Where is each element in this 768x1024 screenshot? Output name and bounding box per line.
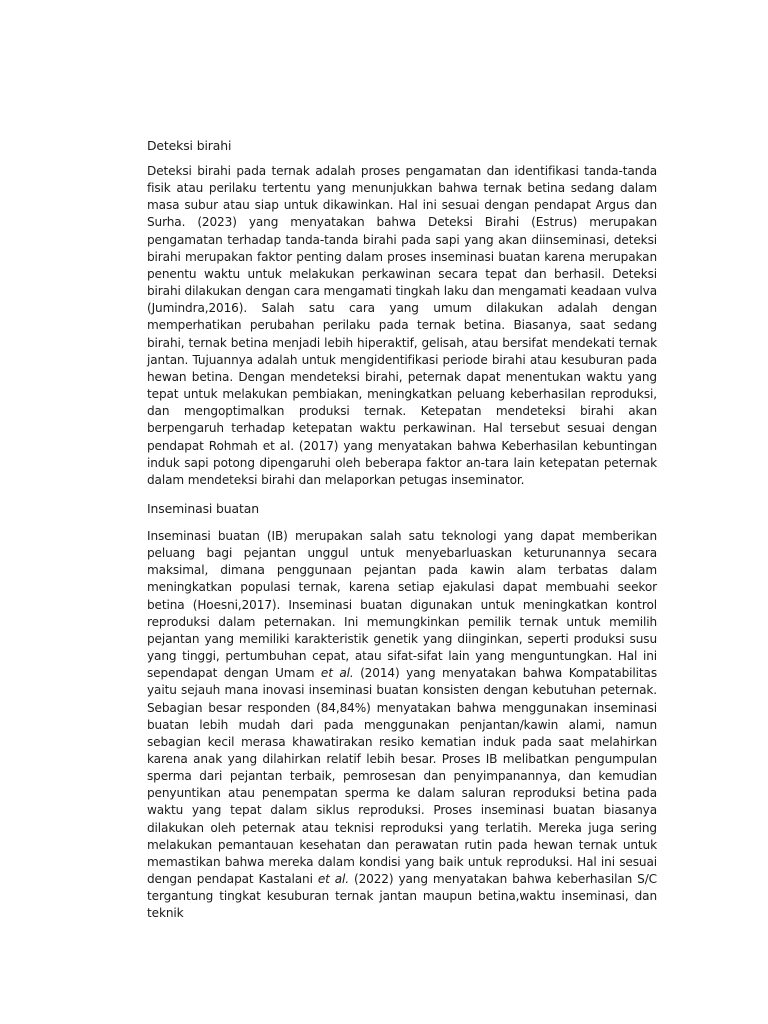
paragraph-text: (2014) yang menyatakan bahwa Kompatabilitas yaitu sejauh mana inovasi inseminasi buatan konsisten dengan kebutuhan peternak. Sebagian besar responden (84,84%) menyatakan bahwa menggunakan inseminasi buatan lebih mudah dari pada menggunakan penjantan/kawin alami, namun sebagian kecil merasa khawatirakan resiko kematian induk pada saat melahirkan karena anak yang dilahirkan relatif lebih besar. Proses IB melibatkan pengumpulan sperma dari pejantan terbaik, pemrosesan dan penyimpanannya, dan kemudian penyuntikan atau penempatan sperma ke dalam saluran reproduksi betina pada waktu yang tepat dalam siklus reproduksi. Proses inseminasi buatan biasanya dilakukan oleh peternak atau teknisi reproduksi yang terlatih. Mereka juga sering melakukan pemantauan kesehatan dan perawatan rutin pada hewan ternak untuk memastikan bahwa mereka dalam kondisi yang baik untuk reproduksi. Hal ini sesuai dengan pendapat Kastalani <box>147 666 658 887</box>
document-body <box>147 137 657 923</box>
citation-et-al: et al. <box>317 872 349 887</box>
section-heading-inseminasi-buatan: Inseminasi buatan <box>147 500 259 516</box>
paragraph-inseminasi-buatan <box>147 528 657 923</box>
section-heading-deteksi-birahi: Deteksi birahi <box>147 138 232 153</box>
citation-et-al: et al. <box>320 666 354 681</box>
paragraph-text: Inseminasi buatan (IB) merupakan salah satu teknologi yang dapat memberikan peluang bagi pejantan unggul untuk menyebarluaskan keturunannya secara maksimal, dimana penggunaan pejantan pada kawin alam terbatas dalam meningkatkan populasi ternak, karena setiap ejakulasi dapat membuahi seekor betina (Hoesni,2017). Inseminasi buatan digunakan untuk meningkatkan kontrol reproduksi dalam peternakan. Ini memungkinkan pemilik ternak untuk memilih pejantan yang memiliki karakteristik genetik yang diinginkan, seperti produksi susu yang tinggi, pertumbuhan cepat, atau sifat-sifat lain yang menguntungkan. Hal ini sependapat dengan Umam <box>147 528 657 681</box>
paragraph-deteksi-birahi: Deteksi birahi pada ternak adalah proses pengamatan dan identifikasi tanda-tanda fisik atau perilaku tertentu yang menunjukkan bahwa ternak betina sedang dalam masa subur atau siap untuk dikawinkan. Hal ini sesuai dengan pendapat Argus dan Surha. (2023) yang menyatakan bahwa Deteksi Birahi (Estrus) merupakan pengamatan terhadap tanda-tanda birahi pada sapi yang akan diinseminasi, deteksi birahi merupakan faktor penting dalam proses inseminasi buatan karena merupakan penentu waktu untuk melakukan perkawinan secara tepat dan berhasil. Deteksi birahi dilakukan dengan cara mengamati tingkah laku dan mengamati keadaan vulva (Jumindra,2016). Salah satu cara yang umum dilakukan adalah dengan memperhatikan perubahan perilaku pada ternak betina. Biasanya, saat sedang birahi, ternak betina menjadi lebih hiperaktif, gelisah, atau bersifat mendekati ternak jantan. Tujuannya adalah untuk mengidentifikasi periode birahi atau kesuburan pada hewan betina. Dengan mendeteksi birahi, peternak dapat menentukan waktu yang tepat untuk melakukan pembiakan, meningkatkan peluang keberhasilan reproduksi, dan mengoptimalkan produksi ternak. Ketepatan mendeteksi birahi akan berpengaruh terhadap ketepatan waktu perkawinan. Hal tersebut sesuai dengan pendapat Rohmah et al. (2017) yang menyatakan bahwa Keberhasilan kebuntingan induk sapi potong dipengaruhi oleh beberapa faktor an-tara lain ketepatan peternak dalam mendeteksi birahi dan melaporkan petugas inseminator. <box>147 164 657 487</box>
paragraph-text: (2022) yang menyatakan bahwa keberhasilan S/C tergantung tingkat kesuburan ternak jantan maupun betina,waktu inseminasi, dan teknik <box>147 872 658 921</box>
